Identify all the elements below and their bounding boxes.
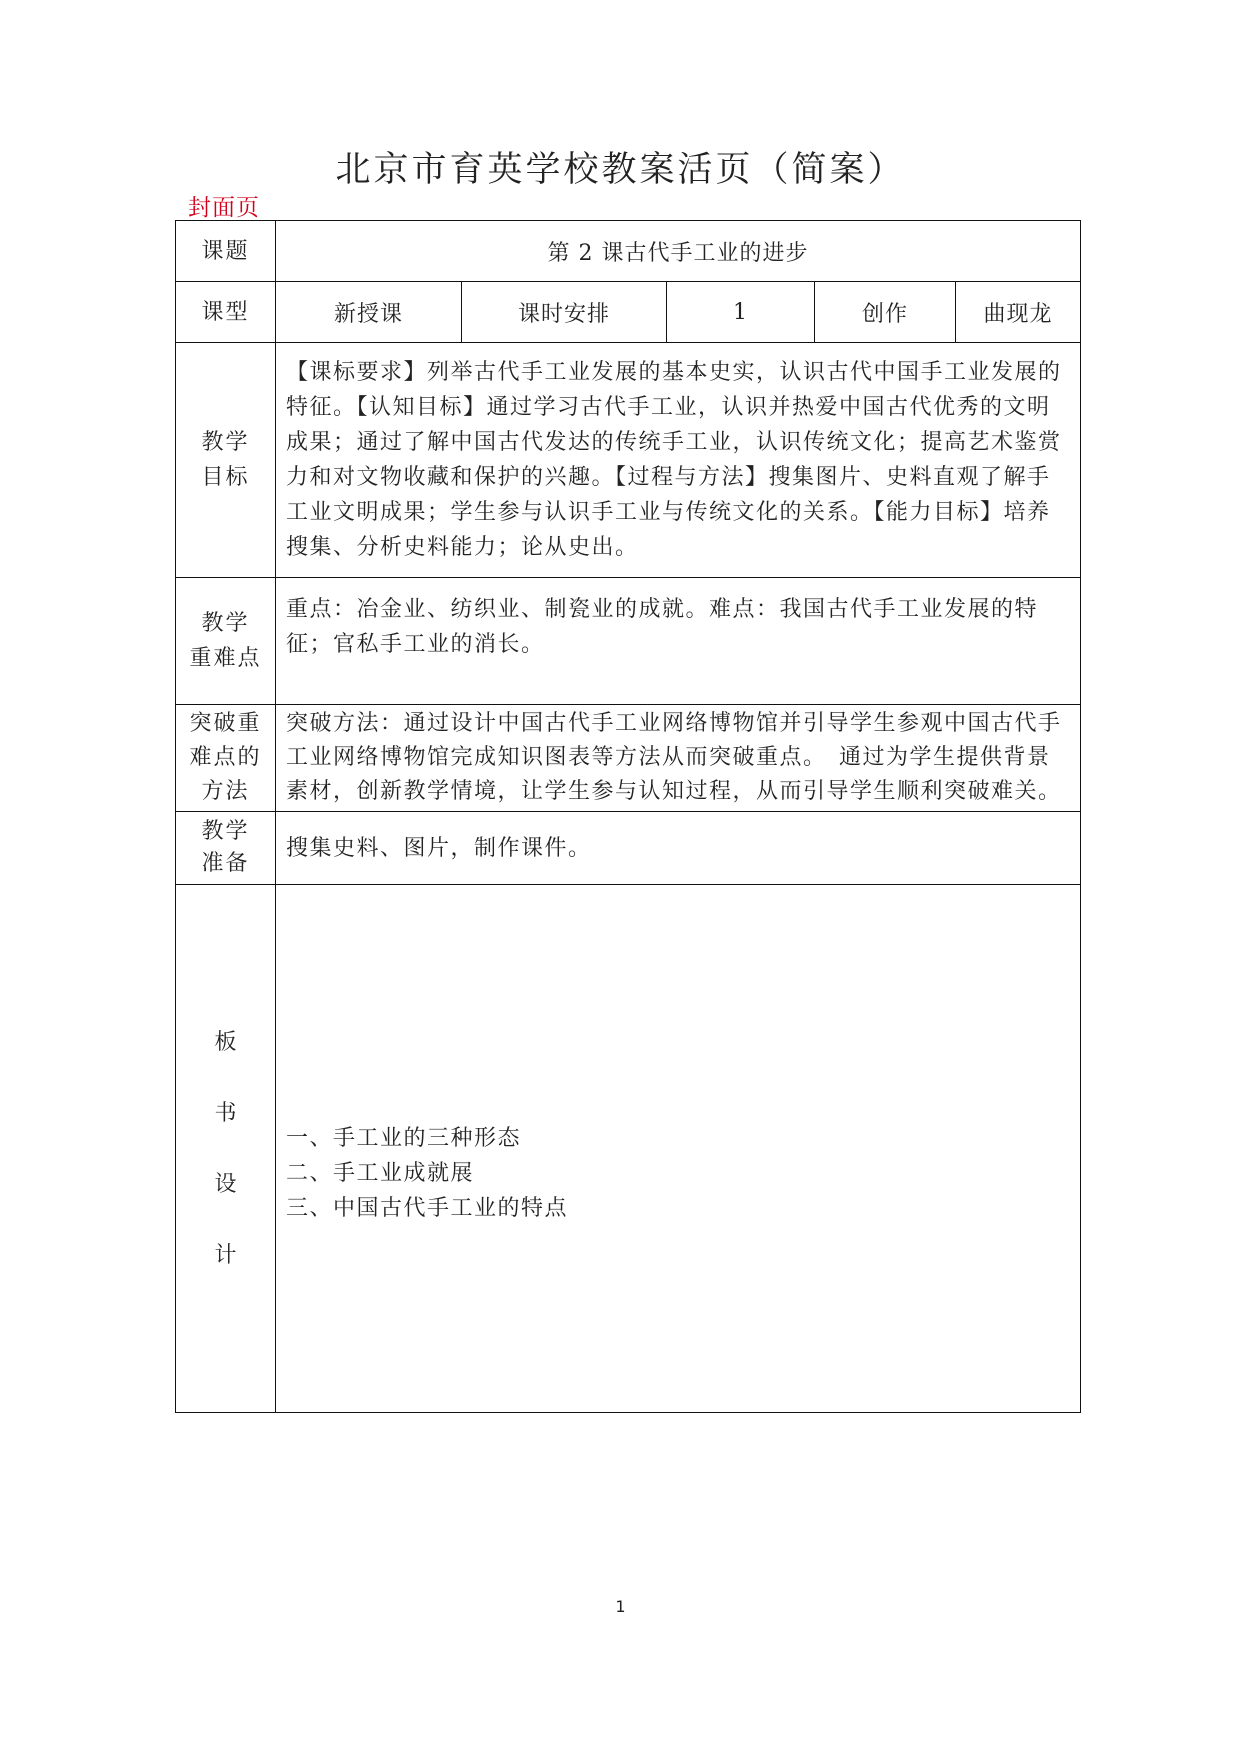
cover-page-label: 封面页: [188, 195, 260, 221]
goals-text: 【课标要求】列举古代手工业发展的基本史实，认识古代中国手工业发展的特征。【认知目标】通过学习古代手工业，认识并热爱中国古代优秀的文明成果；通过了解中国古代发达的传统手工业，认识传统文化；提高艺术鉴赏力和对文物收藏和保护的兴趣。【过程与方法】搜集图片、史料直观了解手工业文明成果；学生参与认识手工业与传统文化的关系。【能力目标】培养搜集、分析史料能力；论从史出。: [276, 343, 1081, 578]
type-label: 课型: [176, 282, 276, 343]
topic-value: 第 2 课古代手工业的进步: [276, 221, 1081, 282]
board-item-1: 一、手工业的三种形态: [286, 1126, 522, 1151]
keypoints-text: 重点：冶金业、纺织业、制瓷业的成就。难点：我国古代手工业发展的特征；官私手工业的消长。: [276, 578, 1081, 705]
methods-row: [176, 705, 1081, 812]
keypoints-label-line-1: 教学: [201, 611, 250, 636]
prep-row: [176, 812, 1081, 885]
keypoints-label-line-2: 重难点: [189, 646, 262, 671]
goals-label-line-2: 目标: [201, 465, 250, 490]
period-value: 1: [667, 282, 815, 343]
board-item-2: 二、手工业成就展: [286, 1161, 475, 1186]
methods-label: [176, 705, 276, 812]
keypoints-row: [176, 578, 1081, 705]
document-title: 北京市育英学校教案活页（简案）: [335, 150, 906, 190]
lesson-plan-table: [175, 220, 1081, 1413]
methods-label-line-3: 方法: [201, 779, 250, 804]
methods-label-line-1: 突破重: [189, 711, 262, 736]
prep-label: [176, 812, 276, 885]
board-row: [176, 885, 1081, 1413]
keypoints-label: [176, 578, 276, 705]
prep-label-line-2: 准备: [201, 851, 250, 876]
page-number: 1: [615, 1597, 626, 1616]
board-label: [176, 885, 276, 1413]
goals-label-line-1: 教学: [201, 430, 250, 455]
board-outline: [276, 885, 1081, 1413]
board-item-3: 三、中国古代手工业的特点: [286, 1196, 569, 1221]
topic-label: 课题: [176, 221, 276, 282]
author-value: 曲现龙: [956, 282, 1081, 343]
author-label: 创作: [815, 282, 956, 343]
board-label-char-3: 设: [214, 1171, 237, 1197]
period-label: 课时安排: [462, 282, 667, 343]
board-label-char-2: 书: [214, 1100, 237, 1126]
goals-label: [176, 343, 276, 578]
board-label-char-1: 板: [214, 1029, 237, 1055]
prep-label-line-1: 教学: [201, 819, 250, 844]
type-value: 新授课: [276, 282, 462, 343]
topic-row: [176, 221, 1081, 282]
board-label-char-4: 计: [214, 1242, 237, 1268]
methods-text: 突破方法：通过设计中国古代手工业网络博物馆并引导学生参观中国古代手工业网络博物馆完成知识图表等方法从而突破重点。 通过为学生提供背景素材，创新教学情境，让学生参与认知过程，从而引导学生顺利突破难关。: [276, 705, 1081, 812]
type-row: [176, 282, 1081, 343]
prep-text: 搜集史料、图片，制作课件。: [276, 812, 1081, 885]
methods-label-line-2: 难点的: [189, 745, 262, 770]
goals-row: [176, 343, 1081, 578]
